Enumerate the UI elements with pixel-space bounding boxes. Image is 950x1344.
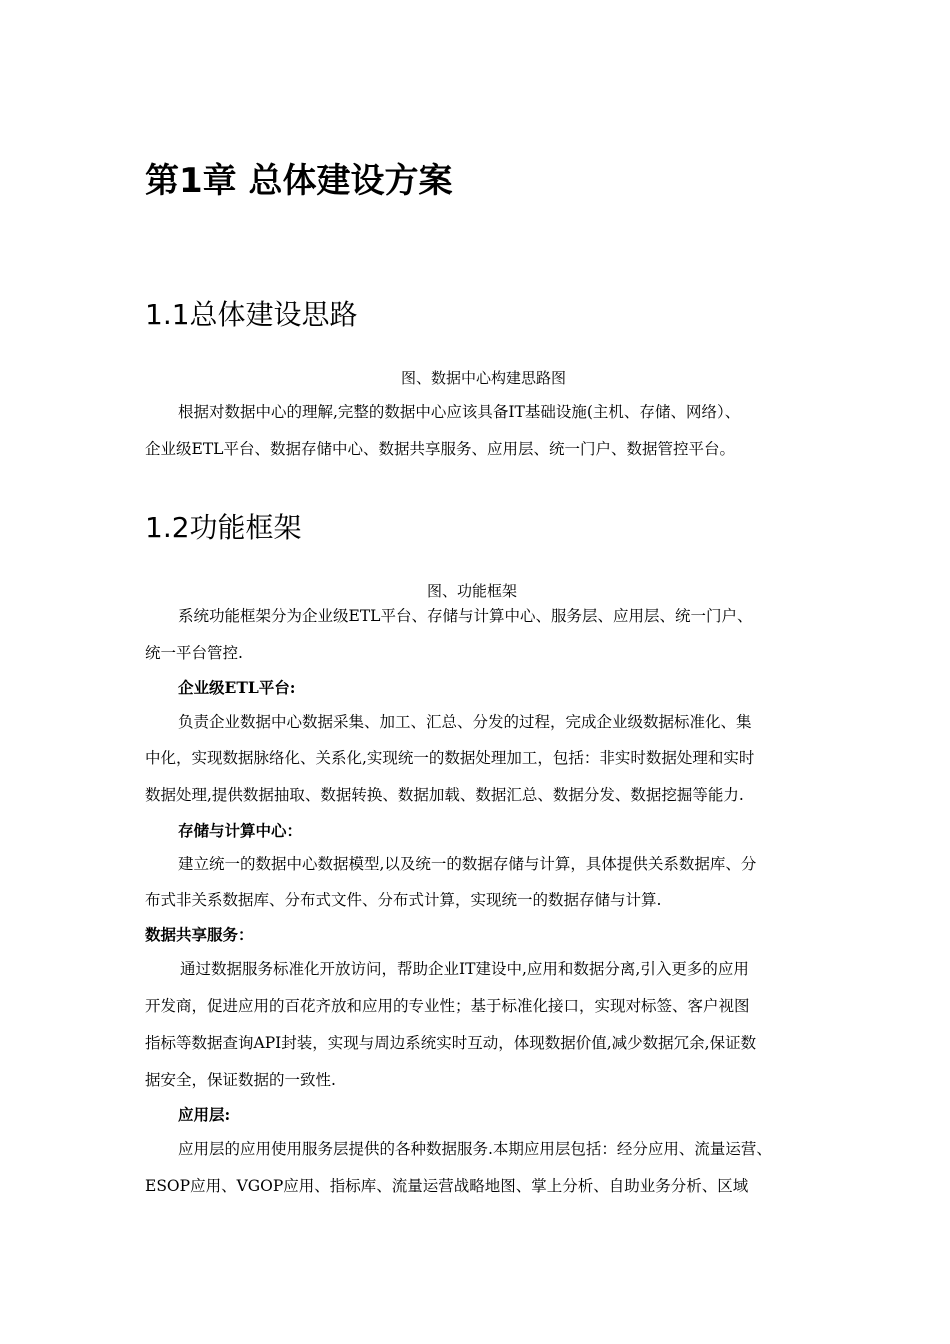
paragraph-line: 据安全，保证数据的一致性. [145, 1071, 336, 1089]
paragraph-line: 根据对数据中心的理解,完整的数据中心应该具备IT基础设施(主机、存储、网络）、 [178, 403, 741, 421]
paragraph-line: 中化，实现数据脉络化、关系化,实现统一的数据处理加工，包括：非实时数据处理和实时 [145, 749, 755, 767]
subheading-data-sharing: 数据共享服务： [145, 925, 254, 944]
paragraph-line: 建立统一的数据中心数据模型,以及统一的数据存储与计算，具体提供关系数据库、分 [178, 855, 757, 873]
subheading-etl-platform: 企业级ETL平台: [178, 678, 296, 697]
paragraph-line: 数据处理,提供数据抽取、数据转换、数据加载、数据汇总、数据分发、数据挖掘等能力. [145, 786, 744, 804]
paragraph-line: 系统功能框架分为企业级ETL平台、存储与计算中心、服务层、应用层、统一门户、 [178, 607, 753, 625]
section-title-1-2: 1.2功能框架 [145, 511, 302, 544]
paragraph-line: 应用层的应用使用服务层提供的各种数据服务.本期应用层包括：经分应用、流量运营、 [178, 1140, 772, 1158]
paragraph-line: 开发商，促进应用的百花齐放和应用的专业性；基于标准化接口，实现对标签、客户视图 [145, 997, 750, 1015]
paragraph-line: 通过数据服务标准化开放访问，帮助企业IT建设中,应用和数据分离,引入更多的应用 [180, 960, 749, 978]
figure-caption-2: 图、功能框架 [427, 582, 518, 600]
paragraph-line: 负责企业数据中心数据采集、加工、汇总、分发的过程，完成企业级数据标准化、集 [178, 713, 752, 731]
paragraph-line: 布式非关系数据库、分布式文件、分布式计算，实现统一的数据存储与计算. [145, 891, 662, 909]
paragraph-line: 指标等数据查询API封装，实现与周边系统实时互动，体现数据价值,减少数据冗余,保证数 [145, 1034, 757, 1052]
section-title-1-1: 1.1总体建设思路 [145, 298, 358, 331]
figure-caption-1: 图、数据中心构建思路图 [401, 369, 567, 387]
paragraph-line: 统一平台管控. [145, 644, 243, 662]
chapter-title: 第1章 总体建设方案 [145, 161, 453, 201]
paragraph-line: 企业级ETL平台、数据存储中心、数据共享服务、应用层、统一门户、数据管控平台。 [145, 440, 735, 458]
subheading-storage-compute: 存储与计算中心： [178, 821, 303, 840]
subheading-application-layer: 应用层: [178, 1105, 231, 1124]
paragraph-line: ESOP应用、VGOP应用、指标库、流量运营战略地图、掌上分析、自助业务分析、区域 [145, 1177, 749, 1195]
